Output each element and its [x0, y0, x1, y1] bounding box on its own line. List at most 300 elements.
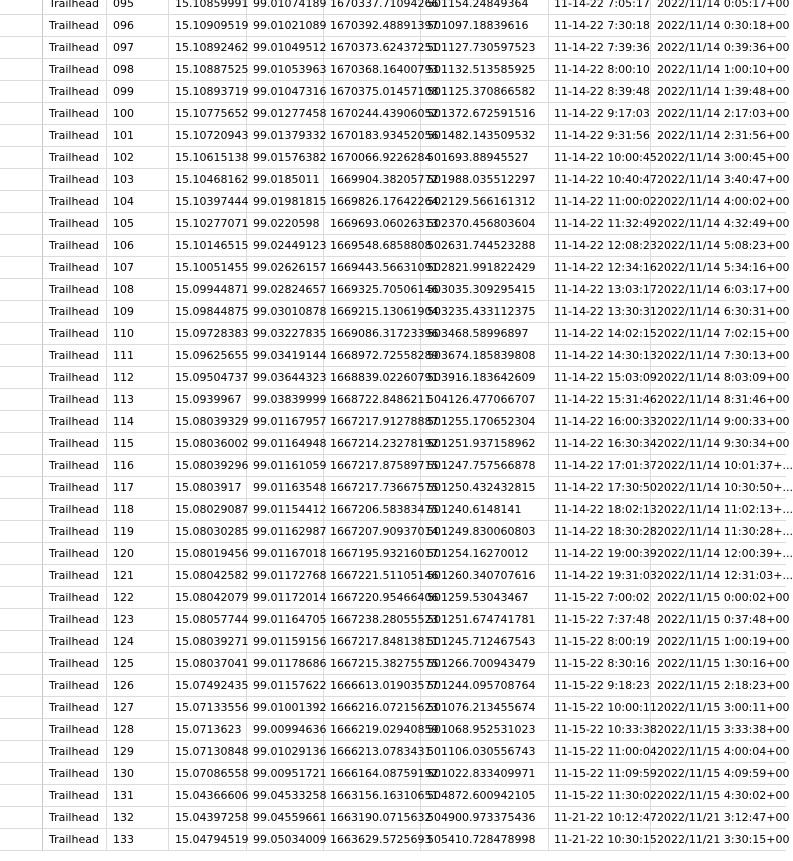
table-cell-id[interactable]: 099 [107, 81, 169, 103]
table-cell-id[interactable]: 098 [107, 59, 169, 81]
row-selector[interactable] [0, 103, 43, 125]
table-cell-local-time[interactable]: 11-14-22 15:03:09 [548, 367, 651, 389]
table-cell-x[interactable]: 1668839.02260791 [324, 367, 421, 389]
table-cell-latitude[interactable]: 15.08030285 [169, 521, 247, 543]
row-selector[interactable] [0, 345, 43, 367]
table-cell-utc-time[interactable]: 2022/11/14 1:00:10+00 [651, 59, 786, 81]
table-cell-type[interactable]: Trailhead [43, 169, 107, 191]
table-cell-utc-time[interactable]: 2022/11/14 3:40:47+00 [651, 169, 786, 191]
table-cell-local-time[interactable]: 11-14-22 7:39:36 [548, 37, 651, 59]
table-cell-y[interactable]: 501372.672591516 [421, 103, 549, 125]
table-cell-id[interactable]: 111 [107, 345, 169, 367]
table-cell-utc-time[interactable]: 2022/11/14 4:32:49+00 [651, 213, 786, 235]
table-cell-x[interactable]: 1663190.0715632 [324, 807, 421, 829]
table-cell-id[interactable]: 104 [107, 191, 169, 213]
table-cell-y[interactable]: 505410.728478998 [421, 829, 549, 851]
table-cell-latitude[interactable]: 15.10615138 [169, 147, 247, 169]
table-cell-latitude[interactable]: 15.08036002 [169, 433, 247, 455]
table-cell-longitude[interactable]: 99.02626157 [247, 257, 324, 279]
table-cell-local-time[interactable]: 11-14-22 13:30:31 [548, 301, 651, 323]
table-cell-type[interactable]: Trailhead [43, 15, 107, 37]
table-cell-longitude[interactable]: 99.00994636 [247, 719, 324, 741]
table-cell-x[interactable]: 1667217.91278887 [324, 411, 421, 433]
table-cell-y[interactable]: 501988.035512297 [421, 169, 549, 191]
table-cell-latitude[interactable]: 15.04397258 [169, 807, 247, 829]
table-cell-x[interactable]: 1667217.84813811 [324, 631, 421, 653]
table-cell-local-time[interactable]: 11-14-22 9:17:03 [548, 103, 651, 125]
table-cell-utc-time[interactable]: 2022/11/14 12:31:03+... [651, 565, 786, 587]
table-cell-longitude[interactable]: 99.01157622 [247, 675, 324, 697]
row-selector[interactable] [0, 499, 43, 521]
table-row[interactable] [0, 323, 790, 345]
table-cell-utc-time[interactable]: 2022/11/15 1:00:19+00 [651, 631, 786, 653]
table-cell-id[interactable]: 133 [107, 829, 169, 851]
table-cell-type[interactable]: Trailhead [43, 433, 107, 455]
table-cell-longitude[interactable]: 99.05034009 [247, 829, 324, 851]
row-selector[interactable] [0, 587, 43, 609]
table-cell-longitude[interactable]: 99.01164948 [247, 433, 324, 455]
row-selector[interactable] [0, 81, 43, 103]
table-cell-longitude[interactable]: 99.01277458 [247, 103, 324, 125]
table-cell-latitude[interactable]: 15.10468162 [169, 169, 247, 191]
table-cell-id[interactable]: 125 [107, 653, 169, 675]
table-cell-type[interactable]: Trailhead [43, 37, 107, 59]
row-selector[interactable] [0, 323, 43, 345]
table-cell-local-time[interactable]: 11-14-22 10:00:45 [548, 147, 651, 169]
table-row[interactable] [0, 477, 793, 499]
table-cell-latitude[interactable]: 15.09944871 [169, 279, 247, 301]
table-cell-type[interactable]: Trailhead [43, 499, 107, 521]
table-cell-x[interactable]: 1670183.93452056 [324, 125, 421, 147]
table-cell-type[interactable]: Trailhead [43, 565, 107, 587]
table-cell-id[interactable]: 114 [107, 411, 169, 433]
table-cell-utc-time[interactable]: 2022/11/15 2:18:23+00 [651, 675, 786, 697]
table-cell-longitude[interactable]: 99.01576382 [247, 147, 324, 169]
table-row[interactable] [0, 103, 790, 125]
table-row[interactable] [0, 609, 790, 631]
table-cell-x[interactable]: 1666219.02940859 [324, 719, 421, 741]
table-cell-utc-time[interactable]: 2022/11/14 0:30:18+00 [651, 15, 786, 37]
table-cell-local-time[interactable]: 11-14-22 16:00:33 [548, 411, 651, 433]
table-row[interactable] [0, 543, 793, 565]
table-cell-type[interactable]: Trailhead [43, 521, 107, 543]
table-cell-latitude[interactable]: 15.08037041 [169, 653, 247, 675]
table-cell-x[interactable]: 1670066.9226284 [324, 147, 421, 169]
table-cell-local-time[interactable]: 11-15-22 7:00:02 [548, 587, 651, 609]
table-cell-longitude[interactable]: 99.03010878 [247, 301, 324, 323]
table-cell-local-time[interactable]: 11-15-22 8:00:19 [548, 631, 651, 653]
table-cell-id[interactable]: 126 [107, 675, 169, 697]
row-selector[interactable] [0, 521, 43, 543]
table-cell-utc-time[interactable]: 2022/11/14 6:30:31+00 [651, 301, 786, 323]
table-cell-type[interactable]: Trailhead [43, 323, 107, 345]
table-cell-latitude[interactable]: 15.10859991 [169, 0, 247, 15]
table-cell-id[interactable]: 100 [107, 103, 169, 125]
table-cell-y[interactable]: 501247.757566878 [421, 455, 549, 477]
table-cell-x[interactable]: 1669904.38205772 [324, 169, 421, 191]
table-row[interactable] [0, 521, 793, 543]
table-cell-y[interactable]: 501251.937158962 [421, 433, 549, 455]
table-row[interactable] [0, 15, 790, 37]
table-cell-y[interactable]: 501260.340707616 [421, 565, 549, 587]
table-row[interactable] [0, 125, 790, 147]
row-selector[interactable] [0, 719, 43, 741]
table-cell-y[interactable]: 501106.030556743 [421, 741, 549, 763]
table-cell-y[interactable]: 501125.370866582 [421, 81, 549, 103]
table-cell-utc-time[interactable]: 2022/11/14 1:39:48+00 [651, 81, 786, 103]
table-cell-local-time[interactable]: 11-15-22 10:00:11 [548, 697, 651, 719]
table-cell-id[interactable]: 116 [107, 455, 169, 477]
table-cell-x[interactable]: 1670337.71094266 [324, 0, 421, 15]
table-cell-utc-time[interactable]: 2022/11/14 10:01:37+... [651, 455, 786, 477]
table-cell-utc-time[interactable]: 2022/11/21 3:12:47+00 [651, 807, 786, 829]
table-cell-y[interactable]: 501068.952531023 [421, 719, 549, 741]
table-cell-x[interactable]: 1667215.38275575 [324, 653, 421, 675]
row-selector[interactable] [0, 301, 43, 323]
table-cell-y[interactable]: 501245.712467543 [421, 631, 549, 653]
table-cell-local-time[interactable]: 11-14-22 8:00:10 [548, 59, 651, 81]
row-selector[interactable] [0, 389, 43, 411]
table-cell-local-time[interactable]: 11-14-22 7:30:18 [548, 15, 651, 37]
table-cell-x[interactable]: 1667214.23278192 [324, 433, 421, 455]
table-cell-local-time[interactable]: 11-14-22 16:30:34 [548, 433, 651, 455]
table-cell-type[interactable]: Trailhead [43, 257, 107, 279]
table-cell-latitude[interactable]: 15.10146515 [169, 235, 247, 257]
table-cell-longitude[interactable]: 99.01047316 [247, 81, 324, 103]
table-cell-y[interactable]: 503035.309295415 [421, 279, 549, 301]
table-cell-x[interactable]: 1670244.43906052 [324, 103, 421, 125]
table-cell-id[interactable]: 113 [107, 389, 169, 411]
table-cell-type[interactable]: Trailhead [43, 719, 107, 741]
table-cell-longitude[interactable]: 99.01164705 [247, 609, 324, 631]
table-cell-type[interactable]: Trailhead [43, 0, 107, 15]
table-cell-utc-time[interactable]: 2022/11/14 10:30:50+... [651, 477, 786, 499]
row-selector[interactable] [0, 807, 43, 829]
row-selector[interactable] [0, 697, 43, 719]
table-cell-type[interactable]: Trailhead [43, 213, 107, 235]
table-cell-local-time[interactable]: 11-15-22 11:00:04 [548, 741, 651, 763]
row-selector[interactable] [0, 59, 43, 81]
table-cell-latitude[interactable]: 15.04794519 [169, 829, 247, 851]
table-cell-local-time[interactable]: 11-14-22 7:05:17 [548, 0, 651, 15]
row-selector[interactable] [0, 257, 43, 279]
table-cell-utc-time[interactable]: 2022/11/15 4:00:04+00 [651, 741, 786, 763]
table-row[interactable] [0, 191, 790, 213]
table-cell-id[interactable]: 123 [107, 609, 169, 631]
row-selector[interactable] [0, 763, 43, 785]
table-cell-id[interactable]: 095 [107, 0, 169, 15]
table-cell-id[interactable]: 101 [107, 125, 169, 147]
table-cell-longitude[interactable]: 99.01021089 [247, 15, 324, 37]
table-cell-utc-time[interactable]: 2022/11/15 4:30:02+00 [651, 785, 786, 807]
table-row[interactable] [0, 213, 790, 235]
table-row[interactable] [0, 807, 790, 829]
table-cell-y[interactable]: 502370.456803604 [421, 213, 549, 235]
table-cell-latitude[interactable]: 15.08039329 [169, 411, 247, 433]
table-cell-local-time[interactable]: 11-14-22 17:01:37 [548, 455, 651, 477]
row-selector[interactable] [0, 675, 43, 697]
table-cell-type[interactable]: Trailhead [43, 653, 107, 675]
table-cell-longitude[interactable]: 99.03419144 [247, 345, 324, 367]
table-cell-latitude[interactable]: 15.09728383 [169, 323, 247, 345]
table-cell-x[interactable]: 1669826.17642264 [324, 191, 421, 213]
table-row[interactable] [0, 0, 790, 15]
table-cell-longitude[interactable]: 99.03839999 [247, 389, 324, 411]
table-cell-type[interactable]: Trailhead [43, 367, 107, 389]
table-cell-y[interactable]: 501255.170652304 [421, 411, 549, 433]
table-cell-longitude[interactable]: 99.01154412 [247, 499, 324, 521]
table-cell-x[interactable]: 1663156.16310651 [324, 785, 421, 807]
table-cell-type[interactable]: Trailhead [43, 697, 107, 719]
table-cell-x[interactable]: 1669086.31723396 [324, 323, 421, 345]
table-cell-id[interactable]: 107 [107, 257, 169, 279]
table-row[interactable] [0, 59, 790, 81]
table-cell-y[interactable]: 501132.513585925 [421, 59, 549, 81]
table-cell-longitude[interactable]: 99.0185011 [247, 169, 324, 191]
table-row[interactable] [0, 653, 790, 675]
table-cell-type[interactable]: Trailhead [43, 543, 107, 565]
table-cell-id[interactable]: 132 [107, 807, 169, 829]
table-row[interactable] [0, 697, 790, 719]
table-row[interactable] [0, 37, 790, 59]
table-row[interactable] [0, 389, 790, 411]
row-selector[interactable] [0, 653, 43, 675]
table-cell-latitude[interactable]: 15.10277071 [169, 213, 247, 235]
table-cell-latitude[interactable]: 15.09844875 [169, 301, 247, 323]
table-cell-y[interactable]: 501127.730597523 [421, 37, 549, 59]
table-cell-latitude[interactable]: 15.10893719 [169, 81, 247, 103]
table-cell-longitude[interactable]: 99.00951721 [247, 763, 324, 785]
table-cell-latitude[interactable]: 15.0803917 [169, 477, 247, 499]
table-cell-latitude[interactable]: 15.10720943 [169, 125, 247, 147]
table-cell-local-time[interactable]: 11-21-22 10:12:47 [548, 807, 651, 829]
table-cell-x[interactable]: 1663629.5725693 [324, 829, 421, 851]
table-cell-id[interactable]: 112 [107, 367, 169, 389]
row-selector[interactable] [0, 235, 43, 257]
row-selector[interactable] [0, 543, 43, 565]
table-cell-y[interactable]: 501249.830060803 [421, 521, 549, 543]
table-cell-type[interactable]: Trailhead [43, 147, 107, 169]
table-row[interactable] [0, 81, 790, 103]
table-cell-latitude[interactable]: 15.08039296 [169, 455, 247, 477]
row-selector[interactable] [0, 367, 43, 389]
table-cell-longitude[interactable]: 99.01178686 [247, 653, 324, 675]
table-cell-local-time[interactable]: 11-14-22 14:30:13 [548, 345, 651, 367]
table-cell-utc-time[interactable]: 2022/11/14 2:17:03+00 [651, 103, 786, 125]
table-cell-id[interactable]: 122 [107, 587, 169, 609]
table-row[interactable] [0, 433, 790, 455]
table-cell-utc-time[interactable]: 2022/11/14 5:08:23+00 [651, 235, 786, 257]
table-cell-latitude[interactable]: 15.10775652 [169, 103, 247, 125]
row-selector[interactable] [0, 565, 43, 587]
row-selector[interactable] [0, 411, 43, 433]
table-cell-utc-time[interactable]: 2022/11/14 6:03:17+00 [651, 279, 786, 301]
table-cell-longitude[interactable]: 99.03227835 [247, 323, 324, 345]
table-cell-y[interactable]: 501244.095708764 [421, 675, 549, 697]
table-cell-x[interactable]: 1667217.73667575 [324, 477, 421, 499]
table-cell-latitude[interactable]: 15.08057744 [169, 609, 247, 631]
table-row[interactable] [0, 499, 793, 521]
table-cell-local-time[interactable]: 11-15-22 11:30:02 [548, 785, 651, 807]
table-cell-local-time[interactable]: 11-14-22 12:08:23 [548, 235, 651, 257]
table-cell-latitude[interactable]: 15.08029087 [169, 499, 247, 521]
table-cell-latitude[interactable]: 15.08042079 [169, 587, 247, 609]
table-cell-x[interactable]: 1669443.56631091 [324, 257, 421, 279]
table-cell-id[interactable]: 109 [107, 301, 169, 323]
table-cell-y[interactable]: 503235.433112375 [421, 301, 549, 323]
table-cell-x[interactable]: 1669693.06026313 [324, 213, 421, 235]
table-cell-local-time[interactable]: 11-15-22 9:18:23 [548, 675, 651, 697]
row-selector[interactable] [0, 477, 43, 499]
table-cell-x[interactable]: 1667238.28055523 [324, 609, 421, 631]
table-cell-type[interactable]: Trailhead [43, 279, 107, 301]
table-cell-latitude[interactable]: 15.07492435 [169, 675, 247, 697]
table-cell-local-time[interactable]: 11-14-22 14:02:15 [548, 323, 651, 345]
table-cell-x[interactable]: 1670375.01457108 [324, 81, 421, 103]
table-cell-local-time[interactable]: 11-14-22 9:31:56 [548, 125, 651, 147]
table-cell-longitude[interactable]: 99.01161059 [247, 455, 324, 477]
table-cell-latitude[interactable]: 15.07130848 [169, 741, 247, 763]
table-cell-y[interactable]: 502129.566161312 [421, 191, 549, 213]
table-cell-y[interactable]: 501259.53043467 [421, 587, 549, 609]
table-cell-local-time[interactable]: 11-14-22 19:31:03 [548, 565, 651, 587]
table-cell-longitude[interactable]: 99.01049512 [247, 37, 324, 59]
table-cell-local-time[interactable]: 11-14-22 17:30:50 [548, 477, 651, 499]
table-row[interactable] [0, 367, 790, 389]
table-row[interactable] [0, 345, 790, 367]
table-cell-x[interactable]: 1667221.51105146 [324, 565, 421, 587]
table-cell-y[interactable]: 501251.674741781 [421, 609, 549, 631]
table-cell-type[interactable]: Trailhead [43, 829, 107, 851]
table-cell-id[interactable]: 127 [107, 697, 169, 719]
table-cell-type[interactable]: Trailhead [43, 477, 107, 499]
table-cell-type[interactable]: Trailhead [43, 675, 107, 697]
table-cell-y[interactable]: 502821.991822429 [421, 257, 549, 279]
table-cell-type[interactable]: Trailhead [43, 455, 107, 477]
table-cell-local-time[interactable]: 11-14-22 15:31:46 [548, 389, 651, 411]
table-cell-local-time[interactable]: 11-14-22 10:40:47 [548, 169, 651, 191]
row-selector[interactable] [0, 631, 43, 653]
table-cell-local-time[interactable]: 11-14-22 18:02:13 [548, 499, 651, 521]
table-cell-latitude[interactable]: 15.0939967 [169, 389, 247, 411]
table-cell-x[interactable]: 1667195.93216017 [324, 543, 421, 565]
table-row[interactable] [0, 565, 793, 587]
table-cell-id[interactable]: 117 [107, 477, 169, 499]
table-cell-y[interactable]: 501076.213455674 [421, 697, 549, 719]
table-cell-longitude[interactable]: 99.01159156 [247, 631, 324, 653]
table-cell-local-time[interactable]: 11-14-22 19:00:39 [548, 543, 651, 565]
table-cell-y[interactable]: 503916.183642609 [421, 367, 549, 389]
table-cell-type[interactable]: Trailhead [43, 631, 107, 653]
table-cell-id[interactable]: 124 [107, 631, 169, 653]
table-row[interactable] [0, 675, 790, 697]
table-cell-utc-time[interactable]: 2022/11/15 3:00:11+00 [651, 697, 786, 719]
table-cell-latitude[interactable]: 15.08019456 [169, 543, 247, 565]
table-cell-utc-time[interactable]: 2022/11/14 11:30:28+... [651, 521, 786, 543]
table-cell-x[interactable]: 1670373.62437251 [324, 37, 421, 59]
table-cell-longitude[interactable]: 99.01167957 [247, 411, 324, 433]
table-cell-latitude[interactable]: 15.10909519 [169, 15, 247, 37]
table-cell-x[interactable]: 1668972.72558289 [324, 345, 421, 367]
table-cell-y[interactable]: 501240.6148141 [421, 499, 549, 521]
table-cell-x[interactable]: 1667207.90937014 [324, 521, 421, 543]
table-row[interactable] [0, 763, 790, 785]
table-cell-local-time[interactable]: 11-15-22 11:09:59 [548, 763, 651, 785]
table-cell-local-time[interactable]: 11-14-22 13:03:17 [548, 279, 651, 301]
table-cell-id[interactable]: 118 [107, 499, 169, 521]
row-selector[interactable] [0, 37, 43, 59]
table-cell-id[interactable]: 103 [107, 169, 169, 191]
table-cell-type[interactable]: Trailhead [43, 235, 107, 257]
table-cell-id[interactable]: 105 [107, 213, 169, 235]
table-cell-latitude[interactable]: 15.09625655 [169, 345, 247, 367]
table-cell-id[interactable]: 106 [107, 235, 169, 257]
table-cell-utc-time[interactable]: 2022/11/14 0:05:17+00 [651, 0, 786, 15]
table-cell-y[interactable]: 501022.833409971 [421, 763, 549, 785]
table-cell-type[interactable]: Trailhead [43, 389, 107, 411]
table-cell-utc-time[interactable]: 2022/11/14 0:39:36+00 [651, 37, 786, 59]
table-cell-latitude[interactable]: 15.07133556 [169, 697, 247, 719]
table-cell-y[interactable]: 504900.973375436 [421, 807, 549, 829]
table-cell-x[interactable]: 1666213.0783431 [324, 741, 421, 763]
table-row[interactable] [0, 279, 790, 301]
table-cell-id[interactable]: 115 [107, 433, 169, 455]
table-cell-x[interactable]: 1666613.01903577 [324, 675, 421, 697]
table-cell-utc-time[interactable]: 2022/11/14 7:30:13+00 [651, 345, 786, 367]
table-cell-longitude[interactable]: 99.04533258 [247, 785, 324, 807]
table-cell-longitude[interactable]: 99.01029136 [247, 741, 324, 763]
table-cell-longitude[interactable]: 99.01163548 [247, 477, 324, 499]
table-cell-id[interactable]: 108 [107, 279, 169, 301]
table-cell-y[interactable]: 501154.24849364 [421, 0, 549, 15]
table-cell-latitude[interactable]: 15.04366606 [169, 785, 247, 807]
table-cell-latitude[interactable]: 15.10051455 [169, 257, 247, 279]
row-selector[interactable] [0, 125, 43, 147]
table-cell-longitude[interactable]: 99.01172768 [247, 565, 324, 587]
table-cell-latitude[interactable]: 15.10892462 [169, 37, 247, 59]
table-cell-longitude[interactable]: 99.01167018 [247, 543, 324, 565]
table-cell-x[interactable]: 1669548.6858808 [324, 235, 421, 257]
row-selector[interactable] [0, 169, 43, 191]
table-cell-latitude[interactable]: 15.07086558 [169, 763, 247, 785]
table-cell-id[interactable]: 130 [107, 763, 169, 785]
row-selector[interactable] [0, 785, 43, 807]
table-row[interactable] [0, 829, 790, 851]
table-cell-utc-time[interactable]: 2022/11/14 7:02:15+00 [651, 323, 786, 345]
table-cell-utc-time[interactable]: 2022/11/14 11:02:13+... [651, 499, 786, 521]
table-cell-y[interactable]: 501250.432432815 [421, 477, 549, 499]
table-row[interactable] [0, 147, 790, 169]
table-cell-local-time[interactable]: 11-14-22 8:39:48 [548, 81, 651, 103]
table-cell-id[interactable]: 119 [107, 521, 169, 543]
table-row[interactable] [0, 631, 790, 653]
table-cell-type[interactable]: Trailhead [43, 785, 107, 807]
table-cell-utc-time[interactable]: 2022/11/14 4:00:02+00 [651, 191, 786, 213]
table-cell-id[interactable]: 096 [107, 15, 169, 37]
table-cell-id[interactable]: 131 [107, 785, 169, 807]
table-cell-utc-time[interactable]: 2022/11/15 0:00:02+00 [651, 587, 786, 609]
table-cell-y[interactable]: 503674.185839808 [421, 345, 549, 367]
table-cell-type[interactable]: Trailhead [43, 411, 107, 433]
row-selector[interactable] [0, 455, 43, 477]
table-cell-x[interactable]: 1667206.58383475 [324, 499, 421, 521]
table-cell-id[interactable]: 129 [107, 741, 169, 763]
table-cell-utc-time[interactable]: 2022/11/14 5:34:16+00 [651, 257, 786, 279]
table-cell-y[interactable]: 501266.700943479 [421, 653, 549, 675]
table-cell-utc-time[interactable]: 2022/11/14 2:31:56+00 [651, 125, 786, 147]
table-row[interactable] [0, 235, 790, 257]
table-row[interactable] [0, 587, 790, 609]
